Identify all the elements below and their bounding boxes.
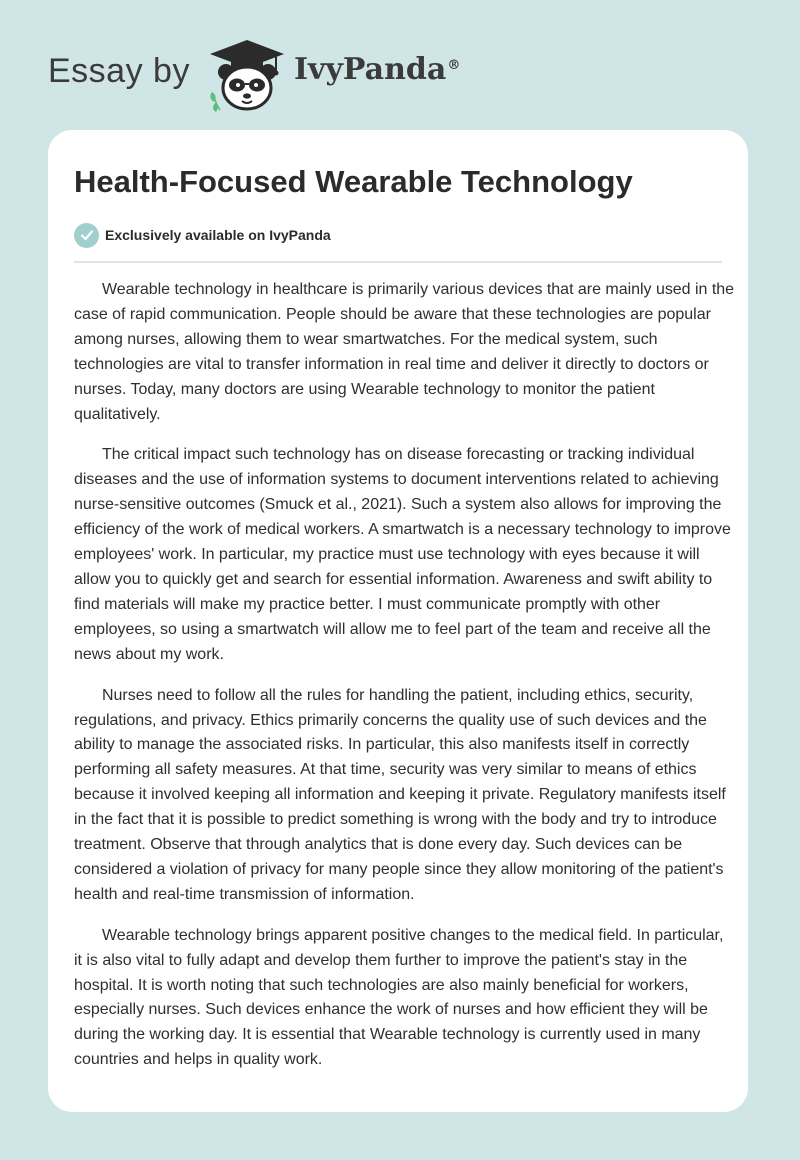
essay-card — [48, 130, 748, 1112]
brand-text: IvyPanda — [294, 52, 447, 87]
paragraph-2: The critical impact such technology has on disease forecasting or tracking individual diseases and the use of information systems to document interventions related to achieving nurse-sensitive outcomes (Smuck et al., 2021). Such a system also allows for improving the efficiency of the work of medical workers. A smartwatch is a necessary technology to improve employees' work. In particular, my practice must use technology with eyes because it will allow you to quickly get and search for essential information. Awareness and swift ability to find materials will make my practice better. I must communicate promptly with other employees, so using a smartwatch will allow me to feel part of the team and receive all the news about my work. — [74, 446, 731, 663]
badge-text: Exclusively available on IvyPanda — [105, 227, 331, 243]
essay-by-label: Essay by — [48, 52, 190, 90]
divider — [74, 261, 722, 263]
exclusive-badge — [74, 222, 331, 248]
paragraph-3: Nurses need to follow all the rules for handling the patient, including ethics, security, regulations, and privacy. Ethics primarily concerns the quality use of such devices and the ability to manage the associated risks. In particular, this also manifests itself in correctly performing all safety measures. At that time, security was very similar to means of ethics because it involved keeping all information and keeping it private. Regulatory manifests itself in the fact that it is possible to predict something is wrong with the body and try to introduce treatment. Observe that through analytics that is done every day. Such devices can be considered a violation of privacy for many people since they allow monitoring of the patient's health and real-time transmission of information. — [74, 686, 726, 903]
panda-graduation-cap-icon[interactable] — [204, 36, 290, 116]
essay-body — [74, 278, 734, 1089]
check-icon — [74, 223, 99, 248]
registered-mark: ® — [447, 58, 461, 73]
paragraph-1: Wearable technology in healthcare is primarily various devices that are mainly used in the case of rapid communication. People should be aware that these technologies are popular among nurses, allowing them to wear smartwatches. For the medical system, such technologies are vital to transfer information in real time and deliver it directly to doctors or nurses. Today, many doctors are using Wearable technology to monitor the patient qualitatively. — [74, 281, 735, 423]
site-header — [48, 30, 468, 110]
page-title: Health-Focused Wearable Technology — [74, 164, 633, 199]
brand-name[interactable] — [294, 52, 460, 87]
paragraph-4: Wearable technology brings apparent positive changes to the medical field. In particular, it is also vital to fully adapt and develop them further to improve the patient's stay in the hospital. It is worth noting that such technologies are also mainly beneficial for workers, especially nurses. Such devices enhance the work of nurses and how efficient they will be during the working day. It is essential that Wearable technology is currently used in many countries and helps in quality work. — [74, 926, 724, 1069]
